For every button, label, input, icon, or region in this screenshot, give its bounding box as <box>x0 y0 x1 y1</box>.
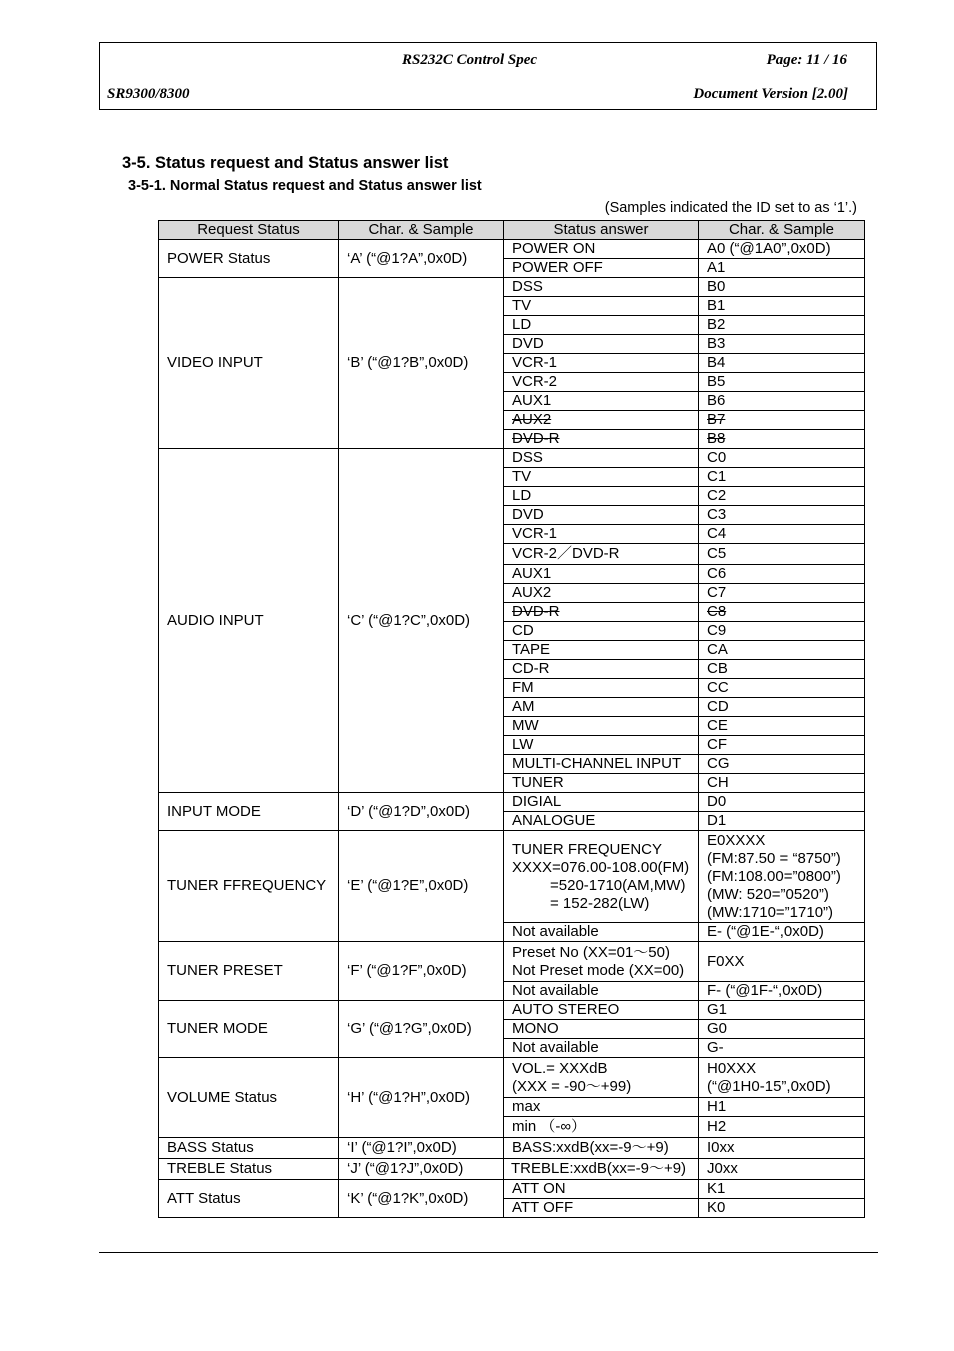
table-row <box>159 1159 865 1180</box>
answer-cell: TAPE <box>504 641 699 660</box>
answer-char-cell: CE <box>699 717 865 736</box>
answer-cell: AUX2 <box>504 411 699 430</box>
answer-cell: Not available <box>504 982 699 1001</box>
answer-line: Not Preset mode (XX=00) <box>512 961 685 979</box>
answer-char-cell: H2 <box>699 1117 865 1138</box>
table-header-row <box>159 221 865 240</box>
table-row <box>159 831 865 923</box>
answer-char-cell: B2 <box>699 316 865 335</box>
subsection-title: 3-5-1. Normal Status request and Status answer list <box>128 178 482 194</box>
answer-char-cell: F- (“@1F-“,0x0D) <box>699 982 865 1001</box>
answer-cell: AUX2 <box>504 584 699 603</box>
answer-cell: Not available <box>504 1039 699 1058</box>
answer-line: Preset No (XX=01～50) <box>512 943 670 961</box>
answer-char-cell: K0 <box>699 1199 865 1218</box>
request-char-cell: ‘J’ (“@1?J”,0x0D) <box>339 1159 504 1180</box>
header-title: RS232C Control Spec <box>402 52 538 68</box>
answer-char-cell: CC <box>699 679 865 698</box>
answer-cell: min （-∞） <box>504 1117 699 1138</box>
answer-cell <box>504 1058 699 1098</box>
answer-char-cell: J0xx <box>699 1159 865 1180</box>
answer-char-cell: CA <box>699 641 865 660</box>
answer-cell: Not available <box>504 923 699 942</box>
answer-char-cell: C8 <box>699 603 865 622</box>
request-char-cell: ‘G’ (“@1?G”,0x0D) <box>339 1001 504 1058</box>
answer-cell: AUX1 <box>504 565 699 584</box>
request-status-cell: AUDIO INPUT <box>159 449 339 793</box>
answer-cell: VCR-1 <box>504 525 699 544</box>
answer-char-line: (FM:87.50 = “8750”) <box>707 849 841 867</box>
request-status-cell: TUNER FFREQUENCY <box>159 831 339 942</box>
header-page-number: Page: 11 / 16 <box>766 52 847 68</box>
answer-char-cell <box>699 1058 865 1098</box>
answer-cell <box>504 831 699 923</box>
answer-cell: AUX1 <box>504 392 699 411</box>
column-header: Char. & Sample <box>339 221 504 240</box>
request-char-cell: ‘I’ (“@1?I”,0x0D) <box>339 1138 504 1159</box>
status-table <box>158 220 865 1218</box>
answer-cell: TUNER <box>504 774 699 793</box>
answer-char-cell: I0xx <box>699 1138 865 1159</box>
answer-line: =520-1710(AM,MW) <box>550 876 686 894</box>
answer-char-line: (MW: 520=”0520”) <box>707 885 829 903</box>
answer-cell: TV <box>504 468 699 487</box>
answer-char-cell: C4 <box>699 525 865 544</box>
answer-char-cell: CH <box>699 774 865 793</box>
answer-char-cell: B7 <box>699 411 865 430</box>
answer-char-cell: B1 <box>699 297 865 316</box>
request-char-cell: ‘C’ (“@1?C”,0x0D) <box>339 449 504 793</box>
request-char-cell: ‘F’ (“@1?F”,0x0D) <box>339 942 504 1001</box>
answer-cell: CD-R <box>504 660 699 679</box>
answer-char-cell: G- <box>699 1039 865 1058</box>
answer-cell: POWER ON <box>504 240 699 259</box>
answer-cell: AUTO STEREO <box>504 1001 699 1020</box>
answer-cell: VCR-2／DVD-R <box>504 544 699 565</box>
answer-char-cell: CG <box>699 755 865 774</box>
answer-char-cell: C0 <box>699 449 865 468</box>
answer-char-cell: C7 <box>699 584 865 603</box>
answer-cell: MW <box>504 717 699 736</box>
table-row <box>159 1058 865 1098</box>
request-status-cell: TUNER MODE <box>159 1001 339 1058</box>
answer-cell: ANALOGUE <box>504 812 699 831</box>
answer-cell: DVD-R <box>504 603 699 622</box>
table-row <box>159 942 865 982</box>
request-char-cell: ‘K’ (“@1?K”,0x0D) <box>339 1180 504 1218</box>
request-char-cell: ‘H’ (“@1?H”,0x0D) <box>339 1058 504 1138</box>
answer-cell: DSS <box>504 449 699 468</box>
request-status-cell: VIDEO INPUT <box>159 278 339 449</box>
answer-char-line: (“@1H0-15”,0x0D) <box>707 1077 831 1095</box>
answer-char-cell: B0 <box>699 278 865 297</box>
answer-cell: LD <box>504 487 699 506</box>
answer-char-cell: CF <box>699 736 865 755</box>
answer-char-cell: D1 <box>699 812 865 831</box>
answer-cell: POWER OFF <box>504 259 699 278</box>
answer-cell: DVD <box>504 335 699 354</box>
answer-cell: LD <box>504 316 699 335</box>
answer-char-line: (FM:108.00=”0800”) <box>707 867 841 885</box>
answer-cell: VCR-1 <box>504 354 699 373</box>
request-status-cell: VOLUME Status <box>159 1058 339 1138</box>
answer-cell: TV <box>504 297 699 316</box>
answer-line: (XXX = -90～+99) <box>512 1077 632 1095</box>
answer-char-cell: B5 <box>699 373 865 392</box>
table-row <box>159 793 865 812</box>
header-model: SR9300/8300 <box>107 86 190 102</box>
request-char-cell: ‘E’ (“@1?E”,0x0D) <box>339 831 504 942</box>
answer-char-cell: C3 <box>699 506 865 525</box>
answer-char-cell: B6 <box>699 392 865 411</box>
answer-cell: FM <box>504 679 699 698</box>
header-version: Document Version [2.00] <box>693 86 848 102</box>
answer-char-cell: C5 <box>699 544 865 565</box>
answer-char-cell <box>699 831 865 923</box>
table-row <box>159 240 865 259</box>
column-header: Status answer <box>504 221 699 240</box>
answer-char-cell: C6 <box>699 565 865 584</box>
answer-cell: MULTI-CHANNEL INPUT <box>504 755 699 774</box>
answer-char-cell: C1 <box>699 468 865 487</box>
request-char-cell: ‘A’ (“@1?A”,0x0D) <box>339 240 504 278</box>
answer-char-cell: H1 <box>699 1098 865 1117</box>
answer-line: = 152-282(LW) <box>550 894 650 912</box>
answer-line: XXXX=076.00-108.00(FM) <box>512 858 690 876</box>
answer-char-cell: C9 <box>699 622 865 641</box>
answer-char-cell: B8 <box>699 430 865 449</box>
answer-cell: ATT ON <box>504 1180 699 1199</box>
answer-cell: TREBLE:xxdB(xx=-9～+9) <box>504 1159 699 1180</box>
answer-char-cell: B3 <box>699 335 865 354</box>
request-status-cell: TREBLE Status <box>159 1159 339 1180</box>
answer-char-cell: C2 <box>699 487 865 506</box>
answer-char-line: E0XXXX <box>707 831 766 849</box>
section-title: 3-5. Status request and Status answer list <box>122 154 449 172</box>
page-header <box>99 42 877 110</box>
footer-divider <box>99 1252 878 1253</box>
answer-cell: MONO <box>504 1020 699 1039</box>
column-header: Request Status <box>159 221 339 240</box>
table-row <box>159 1001 865 1020</box>
request-status-cell: POWER Status <box>159 240 339 278</box>
answer-cell: DVD-R <box>504 430 699 449</box>
answer-cell: AM <box>504 698 699 717</box>
answer-char-cell: G0 <box>699 1020 865 1039</box>
request-status-cell: TUNER PRESET <box>159 942 339 1001</box>
answer-char-cell: CB <box>699 660 865 679</box>
answer-char-cell: F0XX <box>699 942 865 982</box>
answer-char-line: (MW:1710=”1710”) <box>707 903 834 921</box>
column-header: Char. & Sample <box>699 221 865 240</box>
answer-cell: DSS <box>504 278 699 297</box>
answer-line: VOL.= XXXdB <box>512 1059 608 1077</box>
request-char-cell: ‘D’ (“@1?D”,0x0D) <box>339 793 504 831</box>
table-row <box>159 1138 865 1159</box>
answer-char-cell: G1 <box>699 1001 865 1020</box>
answer-char-cell: A0 (“@1A0”,0x0D) <box>699 240 865 259</box>
answer-char-cell: E- (“@1E-“,0x0D) <box>699 923 865 942</box>
answer-cell: CD <box>504 622 699 641</box>
table-row <box>159 1180 865 1199</box>
sample-note: (Samples indicated the ID set to as ‘1’.) <box>604 200 857 216</box>
request-char-cell: ‘B’ (“@1?B”,0x0D) <box>339 278 504 449</box>
answer-cell: max <box>504 1098 699 1117</box>
answer-cell: DIGIAL <box>504 793 699 812</box>
answer-cell: DVD <box>504 506 699 525</box>
answer-char-cell: D0 <box>699 793 865 812</box>
table-row <box>159 278 865 297</box>
answer-cell: BASS:xxdB(xx=-9～+9) <box>504 1138 699 1159</box>
answer-char-cell: B4 <box>699 354 865 373</box>
answer-char-cell: K1 <box>699 1180 865 1199</box>
answer-cell: ATT OFF <box>504 1199 699 1218</box>
table-row <box>159 449 865 468</box>
request-status-cell: BASS Status <box>159 1138 339 1159</box>
answer-char-cell: CD <box>699 698 865 717</box>
answer-char-cell: A1 <box>699 259 865 278</box>
answer-char-line: H0XXX <box>707 1059 757 1077</box>
request-status-cell: INPUT MODE <box>159 793 339 831</box>
answer-cell: VCR-2 <box>504 373 699 392</box>
request-status-cell: ATT Status <box>159 1180 339 1218</box>
answer-line: TUNER FREQUENCY <box>512 840 663 858</box>
answer-cell: LW <box>504 736 699 755</box>
answer-cell <box>504 942 699 982</box>
